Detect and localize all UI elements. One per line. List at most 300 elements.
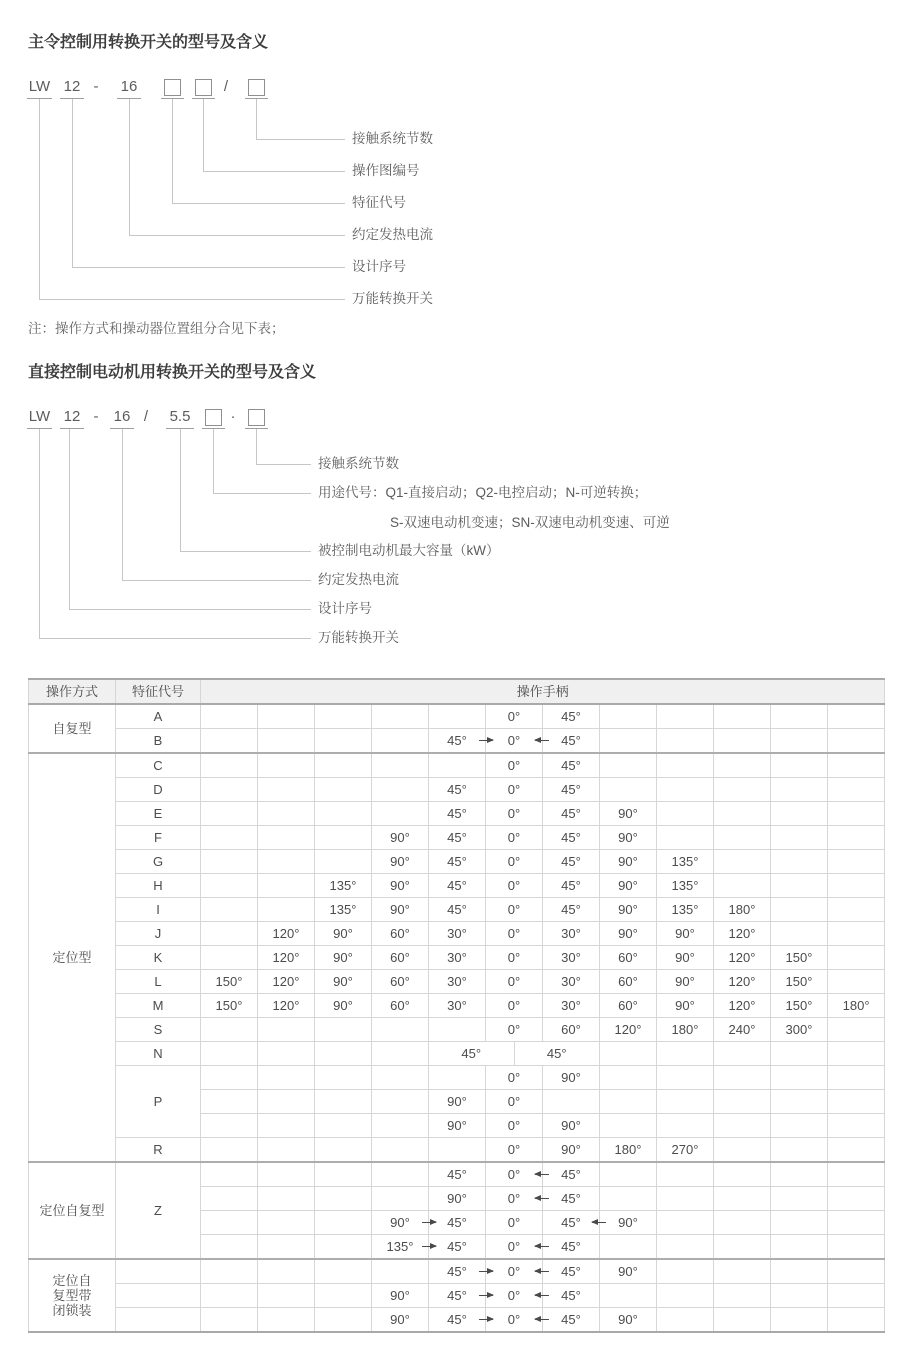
empty-cell bbox=[828, 1259, 885, 1284]
angle-cell: 180° bbox=[657, 1018, 714, 1042]
empty-cell bbox=[372, 729, 429, 754]
angle-cell: 30° bbox=[429, 970, 486, 994]
angle-cell: 240° bbox=[714, 1018, 771, 1042]
angle-cell: 0° bbox=[486, 922, 543, 946]
angle-cell: 45° bbox=[543, 753, 600, 778]
feature-code-cell: B bbox=[116, 729, 201, 754]
feature-code-cell: L bbox=[116, 970, 201, 994]
angle-cell: 0° bbox=[486, 778, 543, 802]
angle-cell: 150° bbox=[201, 970, 258, 994]
model2-box1 bbox=[202, 408, 225, 429]
angle-cell: 45° bbox=[543, 802, 600, 826]
feature-code-cell: K bbox=[116, 946, 201, 970]
model2-slash: / bbox=[143, 408, 149, 425]
table-row bbox=[29, 1162, 885, 1187]
operation-mode-cell: 定位型 bbox=[29, 753, 116, 1162]
leader-line bbox=[39, 99, 40, 299]
empty-cell bbox=[600, 1042, 657, 1066]
table-row bbox=[29, 1308, 885, 1333]
empty-cell bbox=[828, 1018, 885, 1042]
empty-cell bbox=[714, 802, 771, 826]
leader-line bbox=[203, 99, 204, 171]
empty-cell bbox=[828, 1308, 885, 1333]
angle-cell: 45° bbox=[429, 778, 486, 802]
angle-cell: 90° bbox=[600, 1259, 657, 1284]
label-contact-system-sections: 接触系统节数 bbox=[352, 131, 433, 146]
empty-cell bbox=[372, 802, 429, 826]
empty-cell bbox=[600, 1187, 657, 1211]
empty-cell bbox=[258, 898, 315, 922]
empty-cell bbox=[714, 729, 771, 754]
angle-cell: 0° bbox=[486, 1066, 543, 1090]
empty-cell bbox=[315, 1308, 372, 1333]
model1-box3 bbox=[245, 78, 268, 99]
leader-line bbox=[256, 464, 311, 465]
table-row bbox=[29, 850, 885, 874]
empty-cell bbox=[657, 826, 714, 850]
angle-cell: 90° bbox=[600, 898, 657, 922]
leader-line bbox=[256, 139, 345, 140]
empty-cell bbox=[771, 850, 828, 874]
angle-cell: 90° bbox=[315, 970, 372, 994]
angle-cell: 90° bbox=[372, 1211, 429, 1235]
empty-cell bbox=[372, 1066, 429, 1090]
angle-cell: 90° bbox=[657, 946, 714, 970]
angle-cell: 135° bbox=[315, 874, 372, 898]
angle-cell: 180° bbox=[600, 1138, 657, 1163]
label-heating-current: 约定发热电流 bbox=[352, 227, 433, 242]
empty-cell bbox=[258, 1090, 315, 1114]
angle-cell: 135° bbox=[657, 898, 714, 922]
empty-cell bbox=[828, 1187, 885, 1211]
angle-cell: 45° bbox=[543, 898, 600, 922]
angle-cell: 135° bbox=[657, 874, 714, 898]
empty-cell bbox=[600, 1090, 657, 1114]
empty-cell bbox=[714, 1042, 771, 1066]
angle-cell: 60° bbox=[372, 994, 429, 1018]
angle-cell: 0° bbox=[486, 1162, 543, 1187]
model1-slash: / bbox=[223, 78, 229, 95]
empty-cell bbox=[657, 1162, 714, 1187]
angle-cell: 45° bbox=[429, 1259, 486, 1284]
angle-cell: 150° bbox=[201, 994, 258, 1018]
table-row bbox=[29, 1259, 885, 1284]
table-header-row bbox=[29, 679, 885, 704]
table-row bbox=[29, 970, 885, 994]
angle-cell: 90° bbox=[543, 1138, 600, 1163]
empty-cell bbox=[600, 729, 657, 754]
angle-cell: 300° bbox=[771, 1018, 828, 1042]
empty-cell bbox=[828, 850, 885, 874]
angle-cell: 45° bbox=[514, 1042, 600, 1066]
angle-cell: 45° bbox=[543, 778, 600, 802]
empty-cell bbox=[315, 1138, 372, 1163]
empty-cell bbox=[771, 704, 828, 729]
empty-cell bbox=[828, 898, 885, 922]
empty-cell bbox=[714, 1066, 771, 1090]
angle-cell: 90° bbox=[600, 826, 657, 850]
leader-line bbox=[39, 638, 311, 639]
empty-cell bbox=[201, 898, 258, 922]
angle-cell: 45° bbox=[543, 1259, 600, 1284]
angle-cell: 0° bbox=[486, 1114, 543, 1138]
operation-mode-cell: 自复型 bbox=[29, 704, 116, 753]
empty-cell bbox=[771, 1042, 828, 1066]
label-universal-switch: 万能转换开关 bbox=[352, 291, 433, 306]
angle-cell: 60° bbox=[600, 946, 657, 970]
empty-cell bbox=[258, 1018, 315, 1042]
empty-cell bbox=[315, 778, 372, 802]
empty-cell bbox=[828, 826, 885, 850]
label-usage-code: 用途代号：Q1-直接启动；Q2-电控启动；N-可逆转换； bbox=[318, 485, 648, 500]
model2-design: 12 bbox=[60, 408, 84, 429]
empty-cell bbox=[771, 1066, 828, 1090]
empty-cell bbox=[543, 1090, 600, 1114]
empty-cell bbox=[201, 1042, 258, 1066]
empty-cell bbox=[771, 778, 828, 802]
empty-cell bbox=[714, 874, 771, 898]
table-row bbox=[29, 704, 885, 729]
angle-cell: 30° bbox=[429, 946, 486, 970]
angle-cell: 0° bbox=[486, 946, 543, 970]
empty-cell bbox=[600, 704, 657, 729]
angle-cell: 0° bbox=[486, 898, 543, 922]
angle-cell: 150° bbox=[771, 946, 828, 970]
empty-cell bbox=[315, 1018, 372, 1042]
model1-dash: - bbox=[93, 78, 99, 95]
angle-cell: 90° bbox=[657, 970, 714, 994]
empty-cell bbox=[657, 1259, 714, 1284]
empty-cell bbox=[258, 704, 315, 729]
empty-cell bbox=[714, 850, 771, 874]
label-max-motor-capacity: 被控制电动机最大容量（kW） bbox=[318, 543, 500, 558]
empty-cell bbox=[600, 1066, 657, 1090]
angle-cell: 0° bbox=[486, 970, 543, 994]
empty-cell bbox=[714, 1114, 771, 1138]
leader-line bbox=[72, 267, 345, 268]
angle-cell: 60° bbox=[372, 946, 429, 970]
leader-line bbox=[122, 580, 311, 581]
empty-cell bbox=[372, 1187, 429, 1211]
empty-cell bbox=[771, 1211, 828, 1235]
table-row bbox=[29, 826, 885, 850]
angle-cell: 45° bbox=[543, 1162, 600, 1187]
angle-cell: 150° bbox=[771, 994, 828, 1018]
label-heating-current: 约定发热电流 bbox=[318, 572, 399, 587]
empty-cell bbox=[201, 1235, 258, 1260]
empty-cell bbox=[828, 1066, 885, 1090]
angle-cell: 30° bbox=[429, 922, 486, 946]
label-universal-switch: 万能转换开关 bbox=[318, 630, 399, 645]
model2-series: LW bbox=[27, 408, 52, 429]
empty-cell bbox=[771, 1308, 828, 1333]
angle-cell: 30° bbox=[429, 994, 486, 1018]
angle-cell: 0° bbox=[486, 753, 543, 778]
angle-cell: 90° bbox=[372, 850, 429, 874]
empty-cell bbox=[828, 1284, 885, 1308]
leader-line bbox=[213, 429, 214, 493]
angle-cell: 45° bbox=[429, 874, 486, 898]
angle-cell: 0° bbox=[486, 1211, 543, 1235]
angle-cell: 90° bbox=[372, 1308, 429, 1333]
feature-code-cell: H bbox=[116, 874, 201, 898]
empty-cell bbox=[600, 753, 657, 778]
angle-cell: 0° bbox=[486, 874, 543, 898]
empty-cell bbox=[714, 1259, 771, 1284]
section2-title: 直接控制电动机用转换开关的型号及含义 bbox=[28, 364, 317, 381]
empty-cell bbox=[258, 1211, 315, 1235]
angle-cell: 120° bbox=[258, 922, 315, 946]
leader-line bbox=[69, 609, 311, 610]
empty-cell bbox=[201, 729, 258, 754]
empty-cell bbox=[258, 1042, 315, 1066]
angle-cell: 45° bbox=[429, 1284, 486, 1308]
table-row bbox=[29, 753, 885, 778]
angle-cell: 0° bbox=[486, 1090, 543, 1114]
empty-cell bbox=[201, 802, 258, 826]
model1-current: 16 bbox=[117, 78, 141, 99]
model1-series: LW bbox=[27, 78, 52, 99]
empty-cell bbox=[372, 1090, 429, 1114]
feature-code-cell bbox=[116, 1284, 201, 1308]
empty-cell bbox=[828, 802, 885, 826]
angle-cell: 90° bbox=[372, 898, 429, 922]
empty-cell bbox=[315, 1235, 372, 1260]
feature-code-cell: F bbox=[116, 826, 201, 850]
empty-cell bbox=[657, 704, 714, 729]
empty-cell bbox=[315, 1259, 372, 1284]
empty-cell bbox=[714, 1211, 771, 1235]
empty-cell bbox=[771, 1090, 828, 1114]
angle-cell: 0° bbox=[486, 704, 543, 729]
empty-cell bbox=[657, 778, 714, 802]
feature-code-cell: P bbox=[116, 1066, 201, 1138]
empty-cell bbox=[201, 826, 258, 850]
empty-cell bbox=[315, 1162, 372, 1187]
leader-line bbox=[72, 99, 73, 267]
angle-cell: 60° bbox=[600, 970, 657, 994]
angle-cell: 90° bbox=[315, 946, 372, 970]
angle-cell: 90° bbox=[600, 874, 657, 898]
empty-cell bbox=[714, 1187, 771, 1211]
empty-cell bbox=[315, 1211, 372, 1235]
empty-cell bbox=[771, 1138, 828, 1163]
empty-cell bbox=[315, 1090, 372, 1114]
empty-cell bbox=[714, 1308, 771, 1333]
empty-cell bbox=[771, 1162, 828, 1187]
angle-cell: 45° bbox=[543, 1211, 600, 1235]
empty-cell bbox=[828, 970, 885, 994]
leader-line bbox=[180, 551, 311, 552]
placeholder-box bbox=[248, 409, 265, 426]
model1-box1 bbox=[161, 78, 184, 99]
empty-cell bbox=[828, 1162, 885, 1187]
angle-cell: 90° bbox=[600, 850, 657, 874]
angle-cell: 45° bbox=[429, 850, 486, 874]
empty-cell bbox=[315, 729, 372, 754]
angle-cell: 0° bbox=[486, 1138, 543, 1163]
table-row bbox=[29, 1066, 885, 1090]
empty-cell bbox=[657, 729, 714, 754]
angle-cell: 0° bbox=[486, 802, 543, 826]
empty-cell bbox=[657, 753, 714, 778]
empty-cell bbox=[201, 778, 258, 802]
model2-dash: - bbox=[93, 408, 99, 425]
feature-code-cell: Z bbox=[116, 1162, 201, 1259]
angle-cell: 60° bbox=[372, 970, 429, 994]
leader-line bbox=[39, 299, 345, 300]
empty-cell bbox=[372, 1259, 429, 1284]
table-row bbox=[29, 874, 885, 898]
empty-cell bbox=[201, 1284, 258, 1308]
empty-cell bbox=[315, 802, 372, 826]
angle-cell: 45° bbox=[543, 729, 600, 754]
angle-cell: 45° bbox=[543, 704, 600, 729]
operation-mode-cell: 定位自 复型带 闭锁装 bbox=[29, 1259, 116, 1332]
empty-cell bbox=[828, 1138, 885, 1163]
model2-box2 bbox=[245, 408, 268, 429]
empty-cell bbox=[372, 1114, 429, 1138]
angle-cell: 45° bbox=[429, 1211, 486, 1235]
angle-cell: 135° bbox=[372, 1235, 429, 1260]
feature-code-cell: E bbox=[116, 802, 201, 826]
angle-cell: 120° bbox=[258, 970, 315, 994]
empty-cell bbox=[258, 729, 315, 754]
empty-cell bbox=[771, 753, 828, 778]
empty-cell bbox=[258, 1235, 315, 1260]
table-row bbox=[29, 898, 885, 922]
empty-cell bbox=[258, 1308, 315, 1333]
empty-cell bbox=[201, 1090, 258, 1114]
leader-line bbox=[122, 429, 123, 580]
angle-cell: 120° bbox=[258, 994, 315, 1018]
empty-cell bbox=[600, 1284, 657, 1308]
empty-cell bbox=[429, 753, 486, 778]
angle-cell: 90° bbox=[372, 826, 429, 850]
empty-cell bbox=[600, 778, 657, 802]
leader-line bbox=[180, 429, 181, 551]
empty-cell bbox=[201, 874, 258, 898]
angle-cell: 120° bbox=[258, 946, 315, 970]
table-row bbox=[29, 802, 885, 826]
empty-cell bbox=[714, 1235, 771, 1260]
feature-code-cell: J bbox=[116, 922, 201, 946]
empty-cell bbox=[315, 1284, 372, 1308]
feature-code-cell: C bbox=[116, 753, 201, 778]
empty-cell bbox=[714, 1284, 771, 1308]
leader-line bbox=[213, 493, 311, 494]
empty-cell bbox=[258, 778, 315, 802]
empty-cell bbox=[771, 874, 828, 898]
empty-cell bbox=[714, 1138, 771, 1163]
angle-cell: 60° bbox=[543, 1018, 600, 1042]
empty-cell bbox=[828, 1211, 885, 1235]
empty-cell bbox=[258, 1187, 315, 1211]
feature-code-cell: I bbox=[116, 898, 201, 922]
angle-cell: 90° bbox=[372, 874, 429, 898]
feature-code-cell: R bbox=[116, 1138, 201, 1163]
empty-cell bbox=[771, 729, 828, 754]
header-operation-handle: 操作手柄 bbox=[201, 679, 885, 704]
empty-cell bbox=[714, 1090, 771, 1114]
feature-code-cell bbox=[116, 1308, 201, 1333]
leader-line bbox=[172, 99, 173, 203]
empty-cell bbox=[315, 1114, 372, 1138]
angle-cell: 0° bbox=[486, 1259, 543, 1284]
angle-cell: 45° bbox=[543, 1235, 600, 1260]
empty-cell bbox=[828, 922, 885, 946]
empty-cell bbox=[258, 874, 315, 898]
empty-cell bbox=[771, 1259, 828, 1284]
empty-cell bbox=[201, 1162, 258, 1187]
empty-cell bbox=[258, 1162, 315, 1187]
empty-cell bbox=[771, 826, 828, 850]
model2-power: 5.5 bbox=[166, 408, 194, 429]
empty-cell bbox=[657, 1090, 714, 1114]
angle-cell: 45° bbox=[429, 802, 486, 826]
empty-cell bbox=[372, 753, 429, 778]
angle-cell: 150° bbox=[771, 970, 828, 994]
empty-cell bbox=[201, 1114, 258, 1138]
note-text: 注：操作方式和操动器位置组分合见下表； bbox=[28, 321, 285, 336]
angle-cell: 90° bbox=[600, 802, 657, 826]
angle-cell: 45° bbox=[543, 850, 600, 874]
empty-cell bbox=[315, 826, 372, 850]
empty-cell bbox=[714, 704, 771, 729]
empty-cell bbox=[828, 778, 885, 802]
angle-cell: 90° bbox=[600, 1308, 657, 1333]
leader-line bbox=[256, 429, 257, 464]
empty-cell bbox=[258, 1138, 315, 1163]
empty-cell bbox=[600, 1235, 657, 1260]
empty-cell bbox=[657, 1308, 714, 1333]
empty-cell bbox=[315, 850, 372, 874]
leader-line bbox=[129, 99, 130, 235]
leader-line bbox=[39, 429, 40, 638]
empty-cell bbox=[201, 1308, 258, 1333]
empty-cell bbox=[714, 826, 771, 850]
empty-cell bbox=[828, 704, 885, 729]
empty-cell bbox=[315, 1187, 372, 1211]
angle-cell: 90° bbox=[543, 1114, 600, 1138]
angle-cell: 45° bbox=[429, 1235, 486, 1260]
empty-cell bbox=[372, 1042, 429, 1066]
table-row bbox=[29, 1018, 885, 1042]
empty-cell bbox=[258, 1066, 315, 1090]
angle-cell: 270° bbox=[657, 1138, 714, 1163]
label-contact-system-sections: 接触系统节数 bbox=[318, 456, 399, 471]
empty-cell bbox=[429, 1066, 486, 1090]
empty-cell bbox=[828, 1090, 885, 1114]
angle-cell: 120° bbox=[600, 1018, 657, 1042]
placeholder-box bbox=[164, 79, 181, 96]
model1-design: 12 bbox=[60, 78, 84, 99]
angle-cell: 60° bbox=[600, 994, 657, 1018]
feature-code-cell bbox=[116, 1259, 201, 1284]
model1-box2 bbox=[192, 78, 215, 99]
angle-cell: 0° bbox=[486, 1187, 543, 1211]
empty-cell bbox=[201, 704, 258, 729]
angle-cell: 90° bbox=[657, 994, 714, 1018]
empty-cell bbox=[771, 1187, 828, 1211]
label-design-serial: 设计序号 bbox=[318, 601, 372, 616]
empty-cell bbox=[657, 1235, 714, 1260]
table-row bbox=[29, 994, 885, 1018]
angle-cell: 90° bbox=[543, 1066, 600, 1090]
empty-cell bbox=[315, 704, 372, 729]
header-operation-mode: 操作方式 bbox=[29, 679, 116, 704]
angle-cell: 30° bbox=[543, 994, 600, 1018]
